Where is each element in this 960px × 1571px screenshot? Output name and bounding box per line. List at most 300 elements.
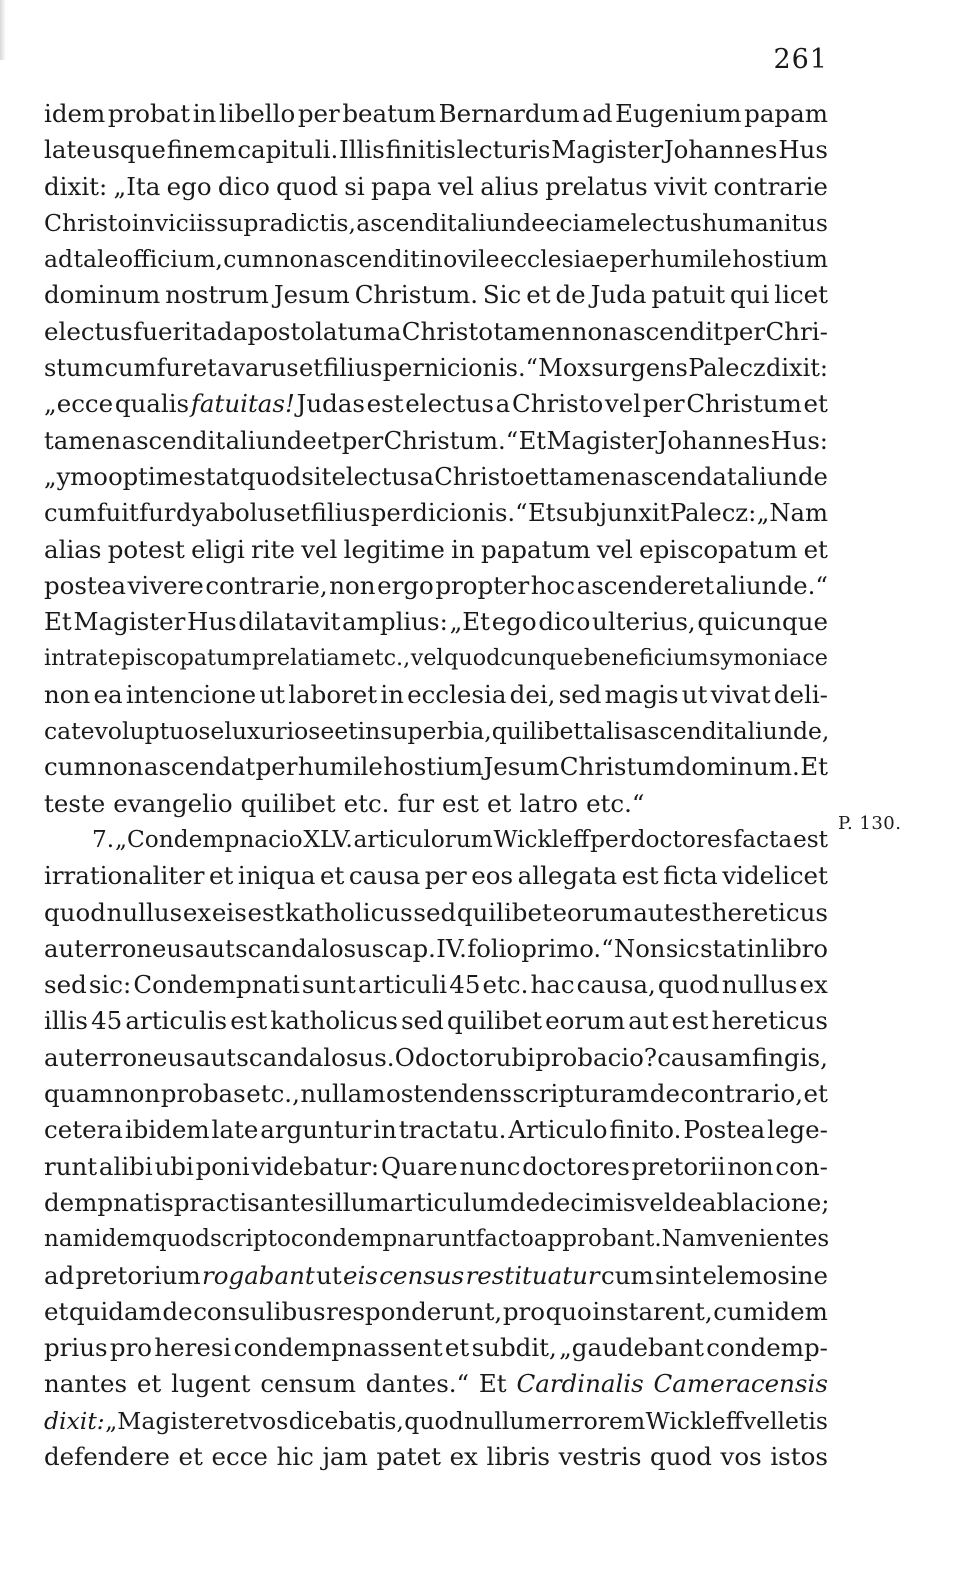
text-word: hostium	[383, 752, 484, 782]
text-word: ficta	[663, 861, 718, 891]
text-word: katholicus	[285, 897, 413, 927]
text-word: dominum	[44, 280, 161, 310]
text-word: Palecz	[688, 354, 766, 383]
text-word: non	[329, 570, 376, 600]
text-word: Johannes	[663, 135, 778, 165]
text-word: quod	[276, 171, 339, 201]
text-word: aliunde	[456, 208, 546, 237]
body-text	[44, 96, 828, 1475]
text-word: aut	[195, 1042, 237, 1072]
text-word: dixit:	[44, 1406, 105, 1435]
text-word: potest	[107, 534, 185, 564]
text-word: etc.“	[586, 788, 645, 818]
text-word: luxuriose	[224, 717, 335, 746]
text-word: et	[320, 861, 345, 891]
text-word: Hus:	[770, 425, 828, 455]
text-word: de	[509, 1187, 541, 1217]
text-line	[44, 1003, 828, 1039]
text-word: pretorium	[75, 1260, 201, 1290]
text-word: quicunque	[697, 607, 828, 637]
text-word: alias	[44, 534, 102, 564]
text-word: Jesum	[483, 752, 560, 782]
text-word: quod	[239, 461, 302, 491]
text-word: articuli	[357, 970, 448, 1000]
text-word: et	[286, 498, 311, 528]
text-word: prius	[44, 1333, 108, 1363]
text-word: ad	[44, 1260, 75, 1290]
text-word: sed	[413, 897, 457, 927]
text-word: vel	[437, 171, 475, 201]
text-word: talis	[582, 717, 634, 746]
text-word: intencione	[125, 679, 257, 709]
text-word: causa,	[576, 970, 656, 1000]
text-word: in	[380, 679, 404, 709]
text-word: et	[486, 788, 512, 818]
text-line	[44, 895, 828, 931]
text-word: laboret	[288, 679, 378, 709]
text-word: dico	[217, 171, 270, 201]
text-word: Magister	[73, 607, 186, 637]
text-word: tamen	[44, 425, 122, 455]
text-word: quod	[151, 1226, 210, 1253]
text-word: quilibet	[446, 1006, 542, 1036]
text-word: et	[208, 861, 234, 891]
text-word: quilibet	[240, 788, 336, 818]
text-line	[44, 713, 828, 749]
text-word: primo.“	[521, 933, 614, 963]
text-word: aut	[44, 1042, 85, 1072]
text-word: amplius:	[342, 607, 448, 637]
text-word: electus	[405, 389, 494, 419]
text-word: vel	[604, 389, 642, 419]
text-word: electus	[616, 208, 702, 237]
text-word: ascendit	[618, 316, 723, 346]
text-word: et	[803, 534, 828, 564]
text-word: decimis	[540, 1187, 636, 1217]
text-word: Hus	[778, 135, 828, 165]
text-word: de	[671, 1187, 702, 1217]
text-word: per	[642, 389, 685, 419]
text-word: ascendat	[143, 752, 256, 782]
text-word: apostolatum	[232, 316, 387, 346]
text-word: per	[341, 425, 384, 455]
text-word: quidam	[68, 1296, 162, 1326]
text-word: non	[113, 1079, 161, 1109]
text-word: scripto	[209, 1226, 291, 1253]
text-line	[44, 640, 828, 676]
text-word: condempnassent	[233, 1333, 443, 1363]
text-word: ad	[202, 316, 233, 346]
text-line	[44, 1403, 828, 1439]
text-word: ascendit	[633, 717, 734, 746]
text-word: pretorii	[631, 1151, 726, 1181]
text-word: eorum	[545, 1006, 626, 1036]
text-word: libris	[486, 1441, 550, 1471]
text-word: doctor	[415, 1042, 496, 1072]
text-word: finito.	[609, 1115, 682, 1145]
text-word: fuerit	[133, 316, 202, 346]
text-word: vivit	[654, 171, 708, 201]
text-word: episcopatum	[107, 645, 252, 672]
text-word: fur	[139, 498, 176, 528]
text-word: responderunt,	[326, 1296, 503, 1326]
text-word: practisantes	[173, 1187, 328, 1217]
text-word: eligi	[191, 534, 245, 564]
text-word: folio	[467, 933, 521, 963]
text-line	[44, 786, 828, 822]
text-word: deli-	[773, 679, 828, 709]
text-word: quo	[545, 1296, 592, 1326]
text-word: Illis	[339, 135, 385, 165]
text-word: cum	[223, 245, 274, 274]
text-word: papatum	[481, 534, 591, 564]
text-word: sed	[401, 1006, 444, 1036]
text-word: ex	[799, 970, 828, 1000]
text-word: contrarie	[713, 171, 828, 201]
text-word: cum	[44, 498, 97, 528]
text-word: surgens	[591, 354, 688, 383]
text-word: per	[424, 861, 467, 891]
text-line	[44, 1221, 828, 1257]
text-word: in	[357, 717, 381, 746]
text-word: humile	[297, 752, 383, 782]
text-word: cate	[44, 717, 95, 746]
text-word: prelatiam	[252, 645, 361, 672]
text-word: defendere	[44, 1441, 170, 1471]
text-word: aliunde,	[733, 717, 830, 746]
text-line	[44, 1258, 828, 1294]
text-word: cum	[713, 1296, 767, 1326]
text-line	[44, 1366, 828, 1402]
text-word: stat	[193, 461, 240, 491]
text-word: episcopatum	[639, 534, 798, 564]
text-word: vel	[301, 534, 338, 564]
text-word: dixit:	[44, 171, 108, 201]
text-word: illum	[327, 1187, 390, 1217]
text-word: per	[255, 752, 298, 782]
text-line	[44, 858, 828, 894]
text-word: dantes.“	[365, 1369, 470, 1399]
text-word: arguntur	[260, 1115, 372, 1145]
text-line	[44, 931, 828, 967]
text-word: teste	[44, 788, 106, 818]
text-word: tamen	[549, 461, 627, 491]
text-word: Christum	[686, 389, 802, 419]
text-word: tale	[73, 245, 119, 274]
text-word: facto	[475, 1226, 534, 1253]
text-word: Christo	[511, 389, 604, 419]
text-word: Wickleff	[645, 1406, 743, 1435]
text-line	[44, 205, 828, 241]
text-word: Jesum	[273, 280, 350, 310]
text-word: hoc	[530, 570, 576, 600]
text-word: per	[590, 825, 630, 853]
text-word: ad	[44, 245, 74, 274]
text-word: vivere	[127, 570, 204, 600]
text-word: a	[495, 389, 511, 419]
text-word: dixit:	[766, 354, 828, 383]
text-word: Condempnati	[133, 970, 300, 1000]
text-word: ascendit	[121, 425, 226, 455]
text-line	[44, 1040, 828, 1076]
text-word: rogabant	[202, 1260, 315, 1290]
text-word: ut	[681, 679, 708, 709]
text-word: qualis	[114, 389, 190, 419]
text-line	[44, 677, 828, 713]
text-word: et	[524, 461, 549, 491]
text-word: et	[136, 1369, 162, 1399]
text-word: dicebatis,	[288, 1406, 404, 1435]
text-word: Postea	[683, 1115, 766, 1145]
text-word: ad	[582, 99, 613, 128]
text-word: condempnarunt	[290, 1226, 476, 1253]
text-word: rite	[251, 534, 295, 564]
text-word: et	[178, 1441, 203, 1471]
text-word: articulis	[125, 1006, 228, 1036]
text-word: fur	[156, 354, 193, 383]
text-word: vos	[248, 1406, 289, 1435]
text-word: „gaudebant	[559, 1333, 704, 1363]
text-word: illis	[44, 1006, 88, 1036]
text-word: beatum	[342, 99, 436, 128]
text-word: sic	[665, 933, 700, 963]
text-word: et	[192, 354, 217, 383]
text-word: dilatavit	[238, 607, 341, 637]
text-word: Wickleff	[493, 825, 590, 853]
text-word: late	[44, 135, 91, 165]
text-word: Christo	[434, 461, 525, 491]
text-word: hostium	[732, 245, 828, 274]
margin-page-reference: P. 130.	[838, 813, 902, 834]
text-line	[44, 1076, 828, 1112]
text-word: ascendat	[626, 461, 737, 491]
text-word: IV.	[436, 933, 467, 963]
text-word: de	[162, 1296, 193, 1326]
text-word: et	[526, 280, 551, 310]
text-word: heresi	[154, 1333, 232, 1363]
text-line	[44, 822, 828, 858]
text-word: evangelio	[113, 788, 233, 818]
text-word: probacio?	[535, 1042, 658, 1072]
text-word: stum	[44, 354, 105, 383]
text-word: videbatur:	[251, 1151, 380, 1181]
text-word: finem	[166, 135, 237, 165]
text-word: vivat	[710, 679, 771, 709]
text-word: optime	[108, 461, 194, 491]
text-word: officium,	[118, 245, 223, 274]
text-word: papam	[744, 99, 828, 128]
text-word: viciis	[154, 208, 216, 237]
text-word: Non	[613, 933, 666, 963]
page-number: 261	[773, 44, 828, 75]
text-word: nam	[44, 1226, 95, 1253]
text-word: vel	[596, 534, 633, 564]
text-word: errorem	[547, 1406, 646, 1435]
text-word: voluptuose	[94, 717, 225, 746]
text-word: per	[297, 99, 340, 128]
text-word: est	[442, 788, 479, 818]
text-word: filius	[310, 498, 371, 528]
text-word: papa	[370, 171, 432, 201]
text-word: articulorum	[353, 825, 493, 853]
text-word: irrationaliter	[44, 861, 205, 891]
text-word: in	[131, 208, 155, 237]
text-word: Et	[527, 498, 556, 528]
text-word: perdicionis.“	[370, 498, 528, 528]
text-word: Juda	[590, 280, 647, 310]
text-word: Et	[478, 1369, 507, 1399]
text-word: dico	[538, 607, 591, 637]
text-word: ego	[491, 607, 537, 637]
text-word: probas	[160, 1079, 246, 1109]
text-word: beneficium	[583, 645, 709, 672]
text-word: aut	[628, 1006, 669, 1036]
text-word: Johannes	[657, 425, 771, 455]
text-word: non	[44, 679, 91, 709]
text-line	[44, 350, 828, 386]
text-word: postea	[44, 570, 126, 600]
text-word: vel	[635, 1187, 672, 1217]
text-line	[44, 1294, 828, 1330]
text-word: quam	[44, 1079, 114, 1109]
text-word: dominum.	[675, 752, 800, 782]
text-word: nullus	[106, 897, 183, 927]
text-word: in	[373, 1115, 397, 1145]
text-word: ablacione;	[701, 1187, 830, 1217]
text-word: Articulo	[508, 1115, 608, 1145]
text-word: eorum	[552, 897, 633, 927]
text-word: approbant.	[533, 1226, 662, 1253]
text-line	[44, 277, 828, 313]
text-word: contrario,	[680, 1079, 803, 1109]
text-word: hac	[530, 970, 575, 1000]
text-word: propter	[435, 570, 530, 600]
text-word: vos	[720, 1441, 762, 1471]
text-word: capituli.	[237, 135, 339, 165]
text-word: fuit	[96, 498, 139, 528]
text-word: eos	[471, 861, 514, 891]
text-word: fatuitas!	[190, 389, 295, 419]
text-word: Sic	[482, 280, 522, 310]
text-word: „ymo	[44, 461, 108, 491]
text-word: ecclesia	[407, 679, 507, 709]
text-word: XLV.	[303, 825, 353, 853]
text-word: est	[621, 861, 659, 891]
text-line	[44, 568, 828, 604]
text-word: iniqua	[237, 861, 316, 891]
text-line	[44, 1185, 828, 1221]
text-word: lugent	[171, 1369, 251, 1399]
text-word: ovile	[443, 245, 500, 274]
text-word: per	[723, 316, 766, 346]
text-word: pro	[109, 1333, 153, 1363]
text-word: etc.,	[246, 1079, 300, 1109]
text-word: sunt	[301, 970, 356, 1000]
text-word: „Condempnacio	[114, 825, 303, 853]
text-word: non	[97, 752, 144, 782]
text-line	[44, 386, 828, 422]
text-word: 45	[449, 970, 481, 1000]
text-word: qui	[730, 280, 770, 310]
text-word: eciam	[545, 208, 617, 237]
text-word: allegata	[517, 861, 618, 891]
text-word: de	[555, 280, 586, 310]
text-word: nullus	[721, 970, 798, 1000]
text-word: restituatur	[465, 1260, 600, 1290]
text-word: nullam	[300, 1079, 386, 1109]
text-word: idem	[44, 99, 106, 128]
text-word: in	[746, 933, 771, 963]
text-word: ut	[259, 679, 285, 709]
text-word: in	[451, 534, 475, 564]
text-word: cum	[600, 1260, 654, 1290]
text-word: Palecz:	[669, 498, 757, 528]
text-line	[44, 241, 828, 277]
text-word: quod	[404, 1406, 464, 1435]
text-word: aut	[44, 933, 84, 963]
text-word: articulum	[389, 1187, 510, 1217]
text-word: nostrum	[165, 280, 269, 310]
text-word: „ecce	[44, 389, 114, 419]
text-word: ecclesiae	[499, 245, 610, 274]
text-word: Et	[518, 425, 547, 455]
text-word: et	[803, 389, 828, 419]
text-word: dyabolus	[175, 498, 286, 528]
text-word: etc.	[482, 970, 529, 1000]
text-word: Mox	[538, 354, 591, 383]
text-word: et	[225, 1406, 249, 1435]
text-word: humile	[650, 245, 732, 274]
text-word: fur	[397, 788, 435, 818]
text-word: alius	[480, 171, 539, 201]
text-word: quod	[657, 970, 720, 1000]
text-word: et	[317, 425, 342, 455]
text-word: scripturam	[512, 1079, 650, 1109]
text-word: Magister	[551, 135, 664, 165]
text-word: elemosine	[702, 1260, 828, 1290]
text-word: in	[420, 245, 443, 274]
text-word: cum	[104, 354, 157, 383]
text-word: Christum.“	[383, 425, 519, 455]
text-word: ascendit	[319, 245, 420, 274]
text-word: nantes	[44, 1369, 128, 1399]
text-word: erroneus	[84, 933, 195, 963]
text-word: jam	[322, 1441, 368, 1471]
text-line	[44, 459, 828, 495]
text-word: et	[334, 717, 358, 746]
text-word: eis	[343, 1260, 378, 1290]
text-word: Eugenium	[615, 99, 742, 128]
text-word: cap.	[384, 933, 436, 963]
text-line	[44, 169, 828, 205]
text-word: velletis	[742, 1406, 828, 1435]
text-word: 45	[91, 1006, 123, 1036]
text-word: poni	[195, 1151, 250, 1181]
text-word: sic:	[88, 970, 132, 1000]
text-word: nullum	[464, 1406, 547, 1435]
text-line	[44, 1149, 828, 1185]
text-word: ulterius,	[592, 607, 696, 637]
text-word: Bernardum	[438, 99, 580, 128]
text-word: O	[394, 1042, 415, 1072]
text-line	[44, 749, 828, 785]
text-word: est	[671, 1006, 709, 1036]
text-line	[44, 96, 828, 132]
text-word: supradictis,	[216, 208, 356, 237]
text-word: idem	[766, 1296, 828, 1326]
text-word: 7.	[92, 825, 115, 853]
text-word: causa	[348, 861, 421, 891]
